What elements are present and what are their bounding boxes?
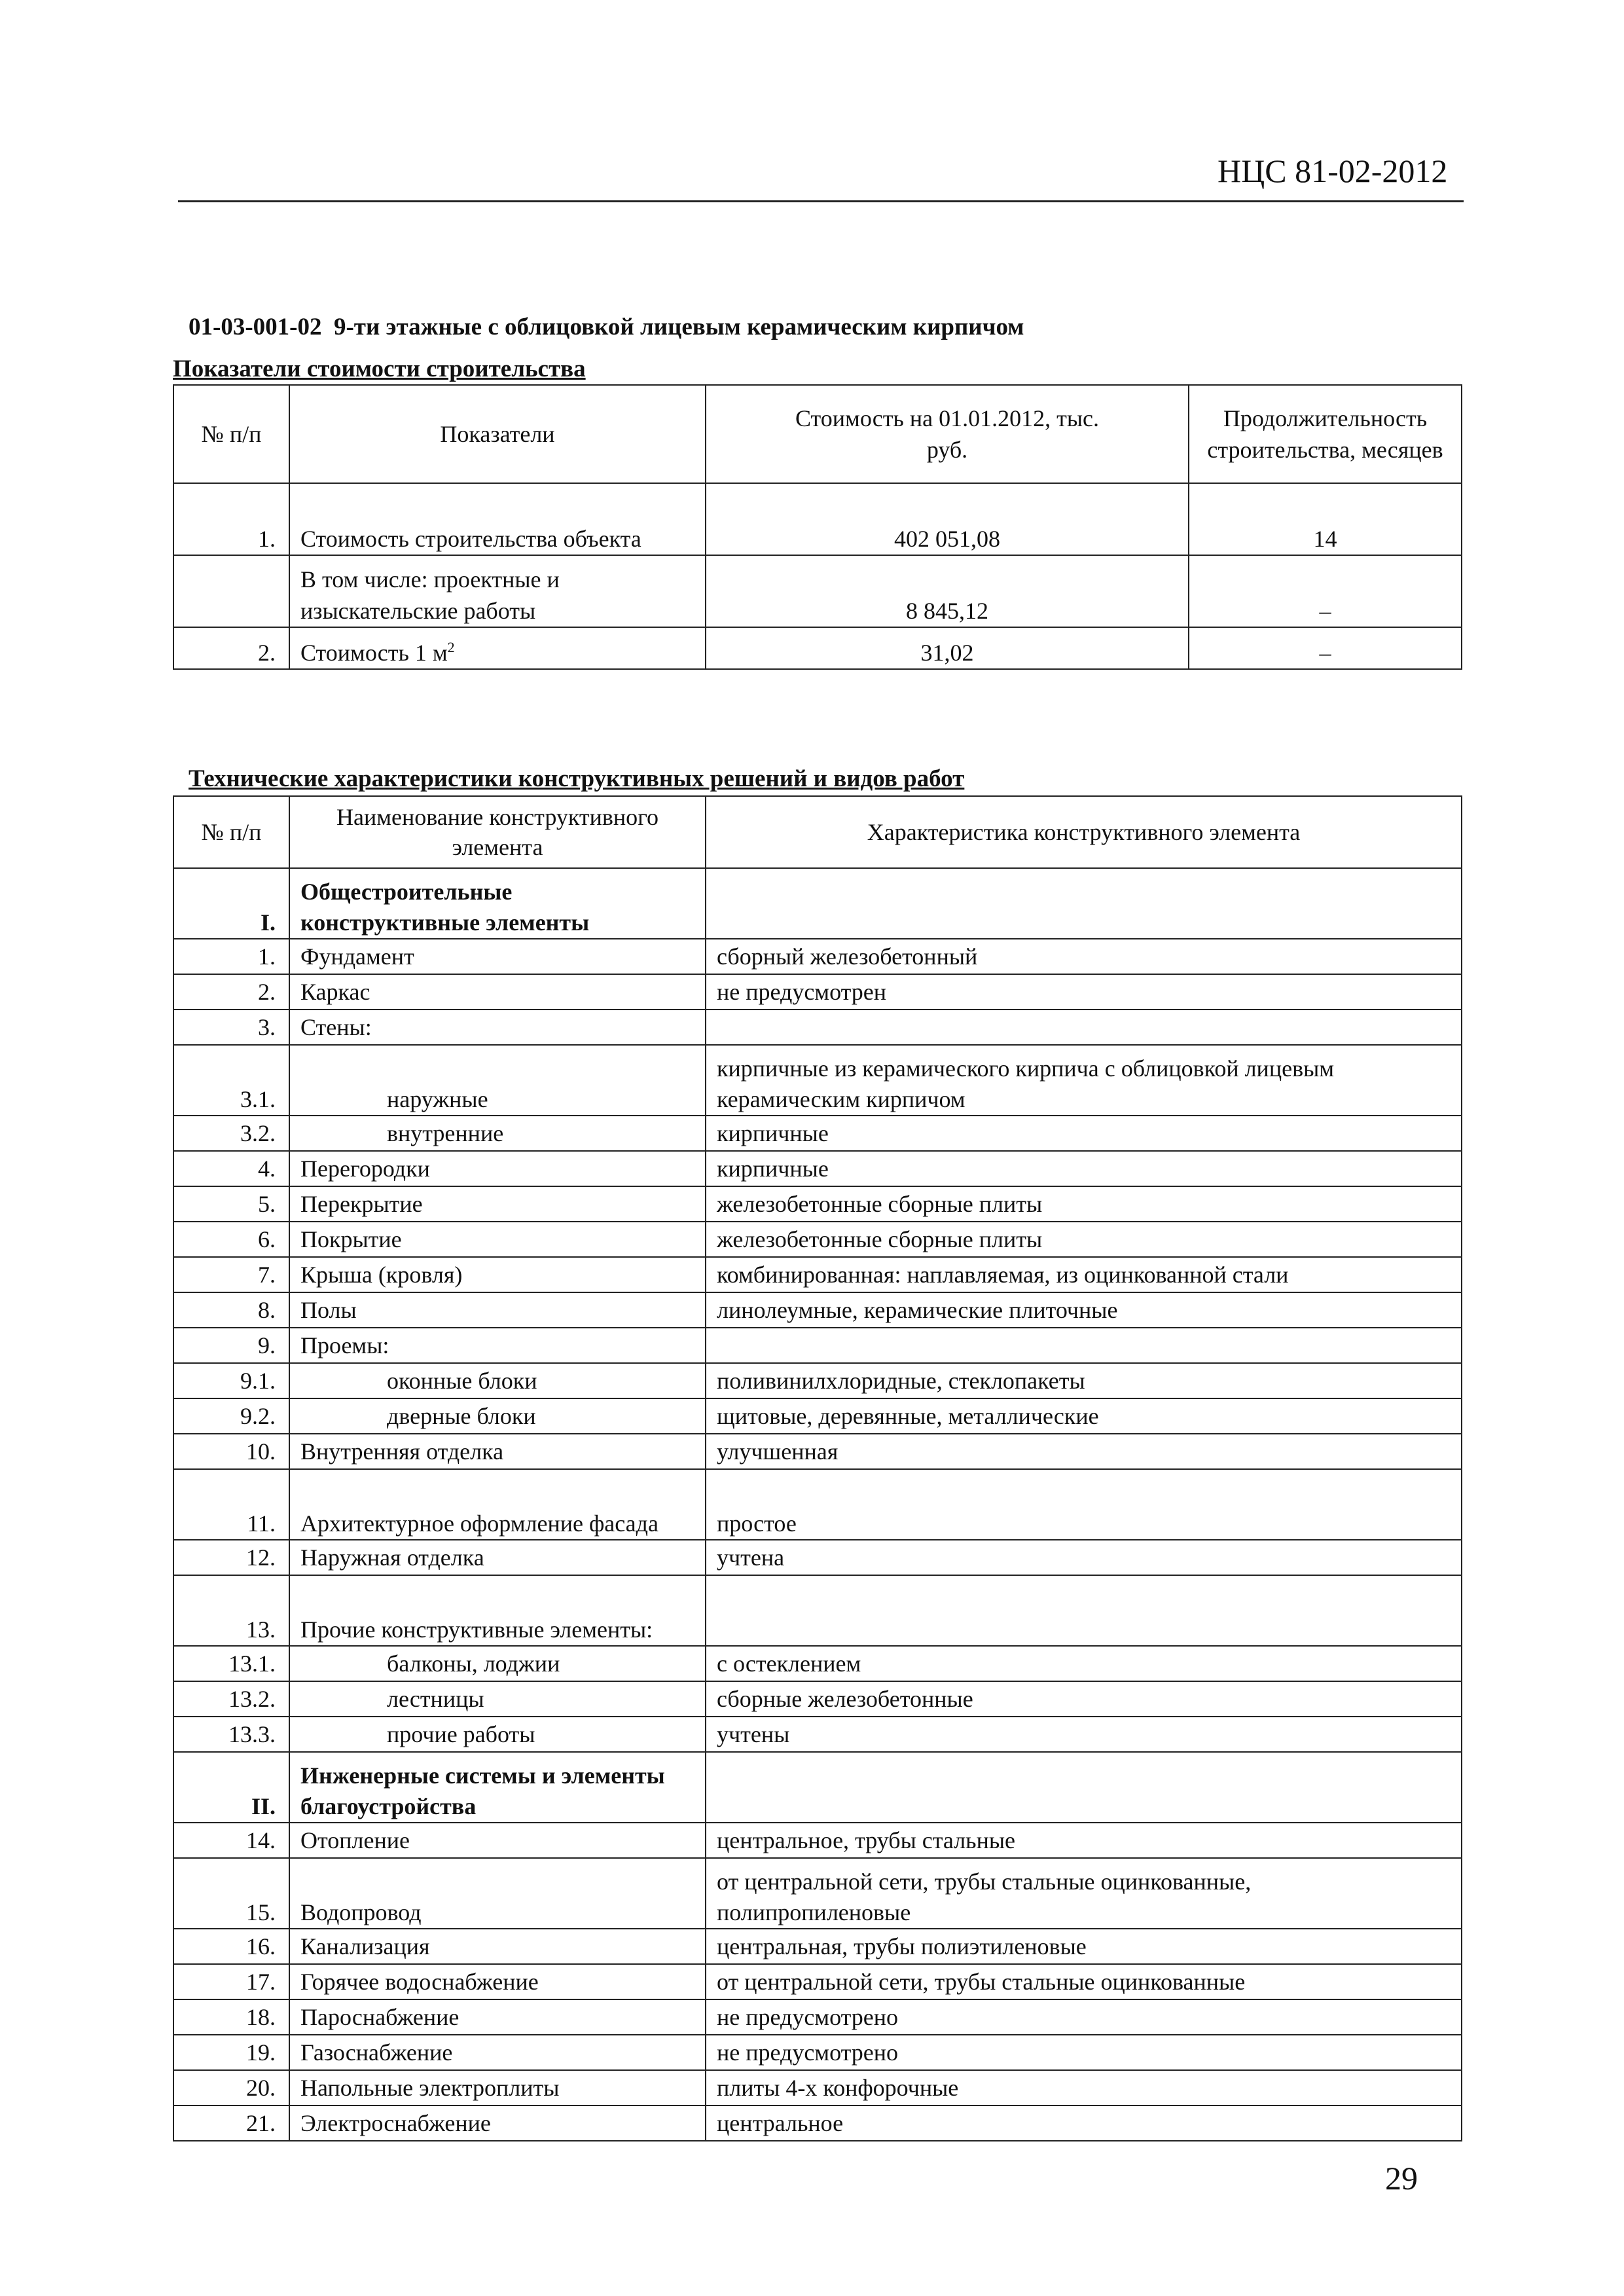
cost-row	[173, 483, 1462, 555]
cost-row-num: 2.	[173, 627, 289, 669]
row-num: 13.2.	[173, 1681, 289, 1717]
row-num: 10.	[173, 1434, 289, 1469]
tech-table-header-row	[173, 796, 1462, 868]
row-description: кирпичные из керамического кирпича с облицовкой лицевым керамическим кирпичом	[706, 1045, 1462, 1116]
row-name: Наружная отделка	[289, 1540, 706, 1575]
cost-row-indicator: В том числе: проектные и изыскательские работы	[289, 555, 706, 627]
row-name: Пароснабжение	[289, 1999, 706, 2035]
row-description: не предусмотрено	[706, 2035, 1462, 2070]
table-row	[173, 2105, 1462, 2141]
table-row	[173, 1999, 1462, 2035]
section-code: 01-03-001-02	[189, 314, 322, 340]
table-row	[173, 1257, 1462, 1292]
section-name: 9-ти этажные с облицовкой лицевым керамическим кирпичом	[333, 314, 1024, 340]
table-row	[173, 939, 1462, 974]
cost-row	[173, 627, 1462, 669]
row-description: линолеумные, керамические плиточные	[706, 1292, 1462, 1328]
row-num: 20.	[173, 2070, 289, 2105]
header-num: № п/п	[173, 796, 289, 868]
row-description: поливинилхлоридные, стеклопакеты	[706, 1363, 1462, 1398]
cost-row-value: 402 051,08	[706, 483, 1189, 555]
row-num: 3.1.	[173, 1045, 289, 1116]
cost-row-indicator	[289, 627, 706, 669]
row-num: 5.	[173, 1186, 289, 1222]
row-description: кирпичные	[706, 1151, 1462, 1186]
row-name: прочие работы	[289, 1717, 706, 1752]
row-num: 13.1.	[173, 1646, 289, 1681]
header-description: Характеристика конструктивного элемента	[706, 796, 1462, 868]
table-row	[173, 1398, 1462, 1434]
header-duration: Продолжительность строительства, месяцев	[1189, 385, 1462, 483]
row-name: Покрытие	[289, 1222, 706, 1257]
cost-row-duration: –	[1189, 627, 1462, 669]
table-row	[173, 1717, 1462, 1752]
row-description: центральная, трубы полиэтиленовые	[706, 1929, 1462, 1964]
row-name: Крыша (кровля)	[289, 1257, 706, 1292]
row-name: Перекрытие	[289, 1186, 706, 1222]
row-name: внутренние	[289, 1116, 706, 1151]
row-description: сборный железобетонный	[706, 939, 1462, 974]
cost-row	[173, 555, 1462, 627]
header-name: Наименование конструктивного элемента	[289, 796, 706, 868]
row-description: учтена	[706, 1540, 1462, 1575]
superscript: 2	[447, 639, 455, 655]
page-number: 29	[1385, 2160, 1418, 2196]
row-description: учтены	[706, 1717, 1462, 1752]
row-name: Каркас	[289, 974, 706, 1010]
row-num: 14.	[173, 1823, 289, 1858]
cost-table-header-row	[173, 385, 1462, 483]
cost-indicators-table	[173, 384, 1462, 670]
table-row	[173, 1363, 1462, 1398]
row-name: Канализация	[289, 1929, 706, 1964]
row-num: 15.	[173, 1858, 289, 1929]
row-name: Отопление	[289, 1823, 706, 1858]
row-description: кирпичные	[706, 1116, 1462, 1151]
row-description: с остеклением	[706, 1646, 1462, 1681]
row-description: сборные железобетонные	[706, 1681, 1462, 1717]
section-title	[189, 313, 1024, 341]
table-row	[173, 1929, 1462, 1964]
row-num: 9.1.	[173, 1363, 289, 1398]
table-row	[173, 1434, 1462, 1469]
row-num: 1.	[173, 939, 289, 974]
row-description: плиты 4-х конфорочные	[706, 2070, 1462, 2105]
cost-row-duration: 14	[1189, 483, 1462, 555]
row-description: от центральной сети, трубы стальные оцинкованные	[706, 1964, 1462, 1999]
row-description	[706, 1010, 1462, 1045]
row-name: балконы, лоджии	[289, 1646, 706, 1681]
table-row	[173, 1575, 1462, 1646]
row-description: не предусмотрен	[706, 974, 1462, 1010]
row-num: 3.	[173, 1010, 289, 1045]
row-description: железобетонные сборные плиты	[706, 1186, 1462, 1222]
cost-row-indicator: Стоимость строительства объекта	[289, 483, 706, 555]
row-num: 13.3.	[173, 1717, 289, 1752]
table-row	[173, 1823, 1462, 1858]
cost-row-num: 1.	[173, 483, 289, 555]
cost-row-num	[173, 555, 289, 627]
row-num: 13.	[173, 1575, 289, 1646]
row-num: 11.	[173, 1469, 289, 1540]
row-num: 16.	[173, 1929, 289, 1964]
header-cost: Стоимость на 01.01.2012, тыс. руб.	[706, 385, 1189, 483]
table-row	[173, 1858, 1462, 1929]
cost-row-duration: –	[1189, 555, 1462, 627]
row-name: Инженерные системы и элементы благоустройства	[289, 1752, 706, 1823]
row-name: Полы	[289, 1292, 706, 1328]
row-num: II.	[173, 1752, 289, 1823]
table-row	[173, 1646, 1462, 1681]
row-name: Архитектурное оформление фасада	[289, 1469, 706, 1540]
table-row	[173, 1045, 1462, 1116]
row-description	[706, 1575, 1462, 1646]
header-indicator: Показатели	[289, 385, 706, 483]
row-num: 19.	[173, 2035, 289, 2070]
row-description	[706, 1328, 1462, 1363]
row-name: Прочие конструктивные элементы:	[289, 1575, 706, 1646]
row-name: Общестроительные конструктивные элементы	[289, 868, 706, 939]
table-row	[173, 1540, 1462, 1575]
table-row	[173, 1116, 1462, 1151]
row-num: 7.	[173, 1257, 289, 1292]
tech-table-caption: Технические характеристики конструктивных решений и видов работ	[189, 765, 965, 792]
row-name: Внутренняя отделка	[289, 1434, 706, 1469]
row-description: железобетонные сборные плиты	[706, 1222, 1462, 1257]
row-name: оконные блоки	[289, 1363, 706, 1398]
table-row	[173, 974, 1462, 1010]
header-rule	[178, 200, 1464, 202]
row-num: 9.2.	[173, 1398, 289, 1434]
row-name: Проемы:	[289, 1328, 706, 1363]
table-row	[173, 1469, 1462, 1540]
row-name: Перегородки	[289, 1151, 706, 1186]
row-name: дверные блоки	[289, 1398, 706, 1434]
cost-row-value: 8 845,12	[706, 555, 1189, 627]
table-row	[173, 1292, 1462, 1328]
row-description: простое	[706, 1469, 1462, 1540]
table-row	[173, 1222, 1462, 1257]
row-name: Стены:	[289, 1010, 706, 1045]
row-description: не предусмотрено	[706, 1999, 1462, 2035]
cost-table-caption: Показатели стоимости строительства	[173, 355, 586, 382]
row-description: от центральной сети, трубы стальные оцинкованные, полипропиленовые	[706, 1858, 1462, 1929]
cost-row-indicator-text: Стоимость 1 м	[300, 640, 448, 666]
row-num: 6.	[173, 1222, 289, 1257]
document-code: НЦС 81-02-2012	[1218, 153, 1448, 189]
table-row	[173, 1681, 1462, 1717]
table-row	[173, 1151, 1462, 1186]
row-num: 21.	[173, 2105, 289, 2141]
row-description	[706, 1752, 1462, 1823]
row-name: Газоснабжение	[289, 2035, 706, 2070]
row-num: 4.	[173, 1151, 289, 1186]
section-row	[173, 1752, 1462, 1823]
technical-characteristics-table	[173, 795, 1462, 2141]
header-num: № п/п	[173, 385, 289, 483]
row-name: Фундамент	[289, 939, 706, 974]
row-num: I.	[173, 868, 289, 939]
row-num: 2.	[173, 974, 289, 1010]
row-num: 3.2.	[173, 1116, 289, 1151]
row-description: центральное, трубы стальные	[706, 1823, 1462, 1858]
row-num: 8.	[173, 1292, 289, 1328]
table-row	[173, 1186, 1462, 1222]
row-name: наружные	[289, 1045, 706, 1116]
table-row	[173, 1010, 1462, 1045]
row-num: 12.	[173, 1540, 289, 1575]
row-num: 9.	[173, 1328, 289, 1363]
row-name: Водопровод	[289, 1858, 706, 1929]
table-row	[173, 2035, 1462, 2070]
row-name: Горячее водоснабжение	[289, 1964, 706, 1999]
table-row	[173, 1328, 1462, 1363]
table-row	[173, 2070, 1462, 2105]
row-num: 18.	[173, 1999, 289, 2035]
row-description: комбинированная: наплавляемая, из оцинкованной стали	[706, 1257, 1462, 1292]
row-num: 17.	[173, 1964, 289, 1999]
table-row	[173, 1964, 1462, 1999]
section-row	[173, 868, 1462, 939]
row-name: лестницы	[289, 1681, 706, 1717]
row-description	[706, 868, 1462, 939]
cost-row-value: 31,02	[706, 627, 1189, 669]
row-name: Электроснабжение	[289, 2105, 706, 2141]
row-description: улучшенная	[706, 1434, 1462, 1469]
row-description: центральное	[706, 2105, 1462, 2141]
row-name: Напольные электроплиты	[289, 2070, 706, 2105]
row-description: щитовые, деревянные, металлические	[706, 1398, 1462, 1434]
